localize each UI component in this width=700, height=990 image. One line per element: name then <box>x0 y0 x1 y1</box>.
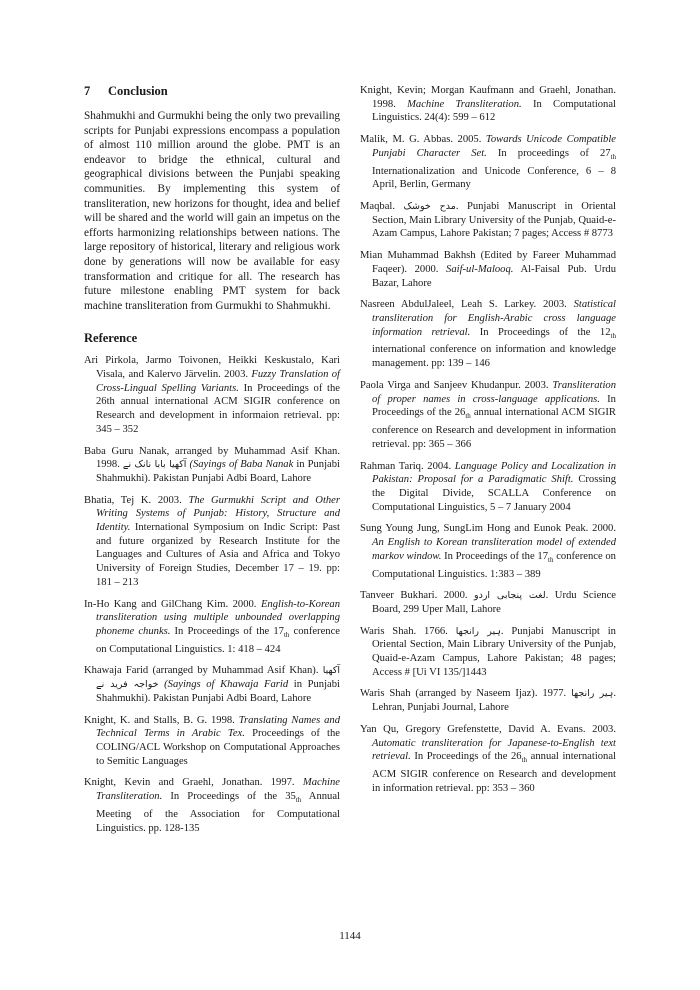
reference-item: Bhatia, Tej K. 2003. The Gurmukhi Script and Other Writing Systems of Punjab: History, Structure and Identity. International Symposium on Indic Script: Past and future organized by Research Institute for the Languages and Cultures of Asia and Africa and Tokyo University of Foreign Studies, December 17 – 19. pp: 181 – 213 <box>84 494 341 588</box>
reference-item: Waris Shah. 1766. ہیر رانجھا. Punjabi Manuscript in Oriental Section, Main Library University of the Punjab, Quaid-e-Azam Campus, Lahore Pakistan; 48 pages; Access # [Ui VI 135/]1443 <box>360 625 616 678</box>
left-column <box>84 84 340 843</box>
reference-item: Khawaja Farid (arranged by Muhammad Asif Khan). آکھیا خواجہ فرید نے (Sayings of Khawaja Farid in Punjabi Shahmukhi). Pakistan Punjabi Adbi Board, Lahore <box>84 665 340 704</box>
reference-item: Mian Muhammad Bakhsh (Edited by Fareer Muhammad Faqeer). 2000. Saif-ul-Malooq. Al-Faisal Pub. Urdu Bazar, Lahore <box>360 250 616 289</box>
conclusion-paragraph: Shahmukhi and Gurmukhi being the only two prevailing scripts for Punjabi expressions encompass a population of almost 110 million around the globe. PMT is an endeavor to bridge the ethnical, cultural and geographical divisions between the Punjabi speaking communities. By implementing this system of transliteration, new horizons for thought, idea and belief will be shared and the world will gain an impetus on the efforts harmonizing relationships between nations. The large repository of historical, literary and religious work done by generations will now be available for easy transformation and critique for all. The research has future milestone enabling PMT system for back machine transliteration from Gurmukhi to Shahmukhi. <box>84 110 340 312</box>
reference-item: Knight, Kevin and Graehl, Jonathan. 1997. Machine Transliteration. In Proceedings of the $35_{th}$ Annual Meeting of the Association for Computational Linguistics. pp. 128-135 <box>84 777 340 834</box>
section-heading <box>84 84 340 99</box>
reference-item: Malik, M. G. Abbas. 2005. Towards Unicode Compatible Punjabi Character Set. In proceedings of $27_{th}$ Internationalization and Unicode Conference, 6 – 8 April, Berlin, Germany <box>360 134 617 191</box>
reference-item: Yan Qu, Gregory Grefenstette, David A. Evans. 2003. Automatic transliteration for Japanese-to-English text retrieval. In Proceedings of the $26_{th}$ annual international ACM SIGIR conference on Research and development in information retrieval. pp: 353 – 360 <box>360 723 616 794</box>
section-title: Conclusion <box>108 84 168 98</box>
reference-item: Baba Guru Nanak, arranged by Muhammad Asif Khan. 1998. آکھیا بابا نانک نے (Sayings of Baba Nanak in Punjabi Shahmukhi). Pakistan Punjabi Adbi Board, Lahore <box>84 445 340 484</box>
reference-item: Waris Shah (arranged by Naseem Ijaz). 1977. ہیر رانجھا. Lehran, Punjabi Journal, Lahore <box>360 688 616 714</box>
reference-item: In-Ho Kang and GilChang Kim. 2000. English-to-Korean transliteration using multiple unbounded overlapping phoneme chunks. In Proceedings of the $17_{th}$ conference on Computational Linguistics. 1: 418 – 424 <box>84 598 340 655</box>
reference-item: Sung Young Jung, SungLim Hong and Eunok Peak. 2000. An English to Korean transliteration model of extended markov window. In Proceedings of the $17_{th}$ conference on Computational Linguistics. 1:383 – 389 <box>360 523 616 580</box>
reference-item: Paola Virga and Sanjeev Khudanpur. 2003. Transliteration of proper names in cross-language applications. In Proceedings of the $26_{th}$ annual international ACM SIGIR conference on Research and development in information retrieval. pp: 365 – 366 <box>360 379 616 450</box>
reference-item: Knight, K. and Stalls, B. G. 1998. Translating Names and Technical Terms in Arabic Tex. Proceedings of the COLING/ACL Workshop on Computational Approaches to Semitic Languages <box>84 714 340 767</box>
reference-heading: Reference <box>84 331 138 346</box>
reference-item: Ari Pirkola, Jarmo Toivonen, Heikki Keskustalo, Kari Visala, and Kalervo Järvelin. 2003. Fuzzy Translation of Cross-Lingual Spelling Variants. In Proceedings of the 26th annual international ACM SIGIR conference on Research and development in informaion retrieval. pp: 345 – 352 <box>84 355 340 435</box>
reference-item: Tanveer Bukhari. 2000. لغت پنجابی اردو. Urdu Science Board, 299 Uper Mall, Lahore <box>360 590 616 615</box>
reference-item: Rahman Tariq. 2004. Language Policy and Localization in Pakistan: Proposal for a Paradigmatic Shift. Crossing the Digital Divide, SCALLA Conference on Computational Linguistics, 5 – 7 January 2004 <box>360 460 616 513</box>
reference-item: Nasreen AbdulJaleel, Leah S. Larkey. 2003. Statistical transliteration for English-Arabic cross language information retrieval. In Proceedings of the $12_{th}$ international conference on information and knowledge management. pp: 139 – 146 <box>360 299 616 370</box>
reference-item: Knight, Kevin; Morgan Kaufmann and Graehl, Jonathan. 1998. Machine Transliteration. In Computational Linguistics. 24(4): 599 – 612 <box>360 85 617 124</box>
section-number: 7 <box>84 84 91 98</box>
page-number: 1144 <box>339 930 361 942</box>
right-column <box>360 84 616 803</box>
reference-item: Maqbal. مدح خوشک. Punjabi Manuscript in Oriental Section, Main Library University of the Punjab, Quaid-e-Azam Campus, Lahore Pakistan; 7 pages; Access # 8773 <box>360 201 616 240</box>
